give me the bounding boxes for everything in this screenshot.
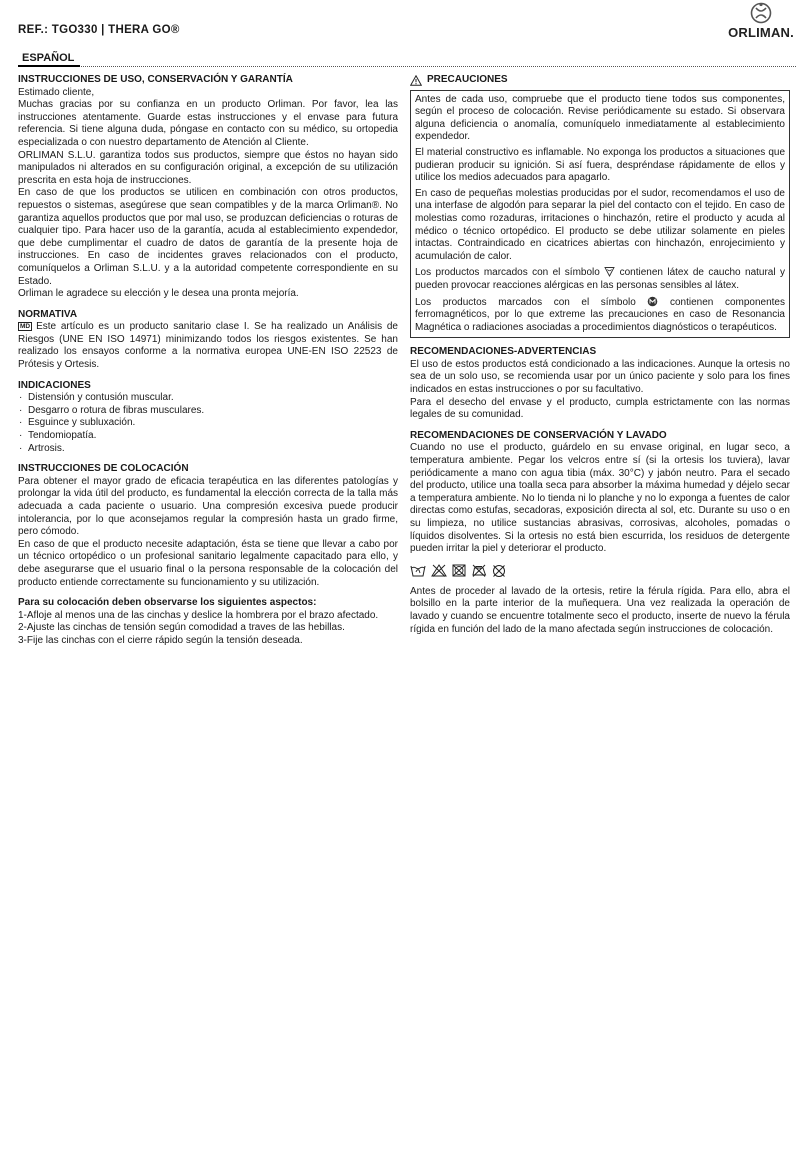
colocacion-paragraph-2: En caso de que el producto necesite adaptación, ésta se tiene que llevar a cabo por un técnico ortopédico o un profesional sanitario legalmente capacitado para ello, y debe asegurarse que el usuario final o la persona responsable de la colocación del producto entiende correctamente su funcionamiento y su utilización.: [18, 538, 398, 588]
section-title-colocacion: INSTRUCCIONES DE COLOCACIÓN: [18, 463, 189, 475]
logo-text: ORLIMAN.: [728, 25, 794, 40]
conservacion-paragraph-1: Cuando no use el producto, guárdelo en su envase original, en lugar seco, a temperatura ambiente. Pegar los velcros entre sí (si la ortesis los tuviera), lavar periódicamente a mano con agua tibia (máx. 30°C) y jabón neutro. Para el secado del producto, utilice una toalla seca para absorber la máxima humedad y déjelo secar a temperatura ambiente. No lo tienda ni lo planche y no lo exponga a fuentes de calor directas como estufas, secadoras, exposición directa al sol, etc. Durante su uso o en su limpieza, no utilice sustancias abrasivas, corrosivas, alcoholes, pomadas o líquidos disolventes. Si la ortesis no está bien escurrida, los residuos de detergente pueden irritar la piel y deteriorar el producto.: [410, 442, 790, 555]
left-column: [18, 74, 398, 648]
list-item: · Artrosis.: [18, 443, 398, 456]
warning-icon: [410, 75, 422, 86]
conservacion-paragraph-2: Antes de proceder al lavado de la ortesis, retire la férula rígida. Para ello, abra el bolsillo en la parte interior de la muñequera. Una vez realizada la operación de lavado y cuando se encuentre totalmente seco el producto, inserte de nuevo la férula rígida en función del lado de la mano afectada según instrucciones de colocación.: [410, 585, 790, 635]
no-bleach-icon: [431, 564, 447, 577]
magnetic-symbol-icon: [647, 296, 658, 307]
precaution-paragraph-4: [415, 266, 785, 292]
greeting: Estimado cliente,: [18, 86, 95, 98]
logo-emblem-icon: [748, 2, 774, 24]
section-title-normativa: NORMATIVA: [18, 308, 78, 320]
product-reference: REF.: TGO330 | THERA GO®: [18, 24, 180, 36]
care-symbols: [410, 564, 790, 578]
colocacion-paragraph-1: Para obtener el mayor grado de eficacia terapéutica en las diferentes patologías y prolongar la vida útil del producto, es fundamental la elección correcta de la talla más adecuada a cada paciente o usuario. Una compresión excesiva puede producir intolerancia, por lo que aconsejamos regular la compresión hasta un grado firme, pero cómodo.: [18, 475, 398, 538]
latex-text-end: contienen látex de caucho natural y pueden provocar reacciones alérgicas en las personas sensibles al látex.: [415, 267, 785, 291]
orliman-logo: [726, 2, 796, 42]
precautions-box: [410, 90, 790, 339]
step-item: 1-Afloje al menos una de las cinchas y deslice la hombrera por el brazo afectado.: [18, 609, 379, 621]
hand-wash-icon: [410, 564, 426, 577]
list-item: · Esguince y subluxación.: [18, 417, 398, 430]
list-item: · Desgarro o rotura de fibras musculares.: [18, 405, 398, 418]
warranty-paragraph: ORLIMAN S.L.U. garantiza todos sus productos, siempre que éstos no hayan sido manipulados ni alterados en su configuración original, a excepción de su utilización prescrita en esta hoja de instrucciones.: [18, 149, 398, 186]
mr-text-end: contienen componentes ferromagnéticos, por lo que extreme las precauciones en caso de Resonancia Magnética o radiaciones asociadas a procedimientos diagnósticos o terapéuticos.: [415, 296, 785, 333]
section-title-aspectos: Para su colocación deben observarse los siguientes aspectos:: [18, 597, 317, 609]
no-tumble-dry-icon: [452, 564, 466, 577]
latex-text-start: Los productos marcados con el símbolo: [415, 267, 600, 279]
section-title-recomendaciones: RECOMENDACIONES-ADVERTENCIAS: [410, 346, 597, 358]
section-title-conservacion: RECOMENDACIONES DE CONSERVACIÓN Y LAVADO: [410, 429, 667, 441]
list-item: · Distensión y contusión muscular.: [18, 392, 398, 405]
language-bar: [18, 50, 796, 67]
no-dry-clean-icon: [492, 564, 506, 578]
step-item: 2-Ajuste las cinchas de tensión según comodidad a traves de las hebillas.: [18, 622, 345, 634]
section-title-indicaciones: INDICACIONES: [18, 379, 91, 391]
page-header: [18, 0, 796, 48]
normativa-text: Este artículo es un producto sanitario clase I. Se ha realizado un Análisis de Riesgos (UNE EN ISO 14971) minimizando todos los riesgos existentes. Se han realizado los ensayos conforme a la normativa europea UNE-EN ISO 22523 de Prótesis y Ortesis.: [18, 321, 398, 371]
no-iron-icon: [471, 564, 487, 577]
recomendaciones-paragraph-2: Para el desecho del envase y el producto, cumpla estrictamente con las normas legales de su comunidad.: [410, 396, 790, 421]
precaution-paragraph-1: Antes de cada uso, compruebe que el producto tiene todos sus componentes, según el proceso de colocación. Revise periódicamente su estado. Si observara alguna deficiencia o anomalía, comuníquelo inmediatamente al establecimiento expendedor.: [415, 93, 785, 143]
right-column: [410, 74, 790, 636]
medical-device-badge: MD: [20, 323, 31, 331]
latex-symbol-icon: [604, 266, 615, 277]
thanks-paragraph: Orliman le agradece su elección y le desea una pronta mejoría.: [18, 288, 299, 300]
precaution-paragraph-2: El material constructivo es inflamable. No exponga los productos a situaciones que pudieran producir su ignición. Si así fuera, despréndase rápidamente de ellos y utilice los medios adecuados para apagarlo.: [415, 146, 785, 184]
precaution-paragraph-5: [415, 296, 785, 335]
normativa-paragraph: [18, 321, 398, 371]
precaution-paragraph-3: En caso de pequeñas molestias producidas por el sudor, recomendamos el uso de una interfase de algodón para separar la piel del contacto con el tejido. En caso de molestias como rozaduras, irritaciones o hinchazón, retire el producto y acuda al médico o técnico ortopédico. El producto se debe utilizar solamente en pieles intactas. Contraindicado en cicatrices abiertas con hinchazón, enrojecimiento y acumulación de calor.: [415, 187, 785, 262]
language-tab-espanol: ESPAÑOL: [18, 50, 80, 67]
mr-text-start: Los productos marcados con el símbolo: [415, 296, 636, 308]
section-title-instructions: INSTRUCCIONES DE USO, CONSERVACIÓN Y GARANTÍA: [18, 74, 293, 85]
indications-list: [18, 392, 398, 455]
step-item: 3-Fije las cinchas con el cierre rápido según la tensión deseada.: [18, 634, 303, 646]
section-title-precauciones: PRECAUCIONES: [427, 74, 508, 85]
list-item: · Tendomiopatía.: [18, 430, 398, 443]
intro-paragraph: Muchas gracias por su confianza en un producto Orliman. Por favor, lea las instrucciones atentamente. Guarde estas instrucciones y el envase para futura referencia. Si tiene alguna duda, póngase en contacto con su médico, su ortopedia especializada o con nuestro departamento de Atención al Cliente.: [18, 99, 398, 148]
precautions-header: [410, 74, 790, 87]
compatibility-paragraph: En caso de que los productos se utilicen en combinación con otros productos, repuestos o sistemas, asegúrese que sean compatibles y de la marca Orliman®. No garantiza aquellos productos que por mal uso, se produzcan deficiencias o roturas de cualquier tipo. Para hacer uso de la garantía, acuda al establecimiento expendedor, que debe cumplimentar el cuadro de datos de garantía de la presente hoja de instrucciones. En caso de incidentes graves relacionados con el producto, comuníquelos a Orliman S.L.U. y a la autoridad competente correspondiente en su Estado.: [18, 187, 398, 287]
recomendaciones-paragraph-1: El uso de estos productos está condicionado a las indicaciones. Aunque la ortesis no sea de un solo uso, se recomienda usar por un único paciente y solo para los fines indicados en estas instrucciones o por su facultativo.: [410, 358, 790, 396]
